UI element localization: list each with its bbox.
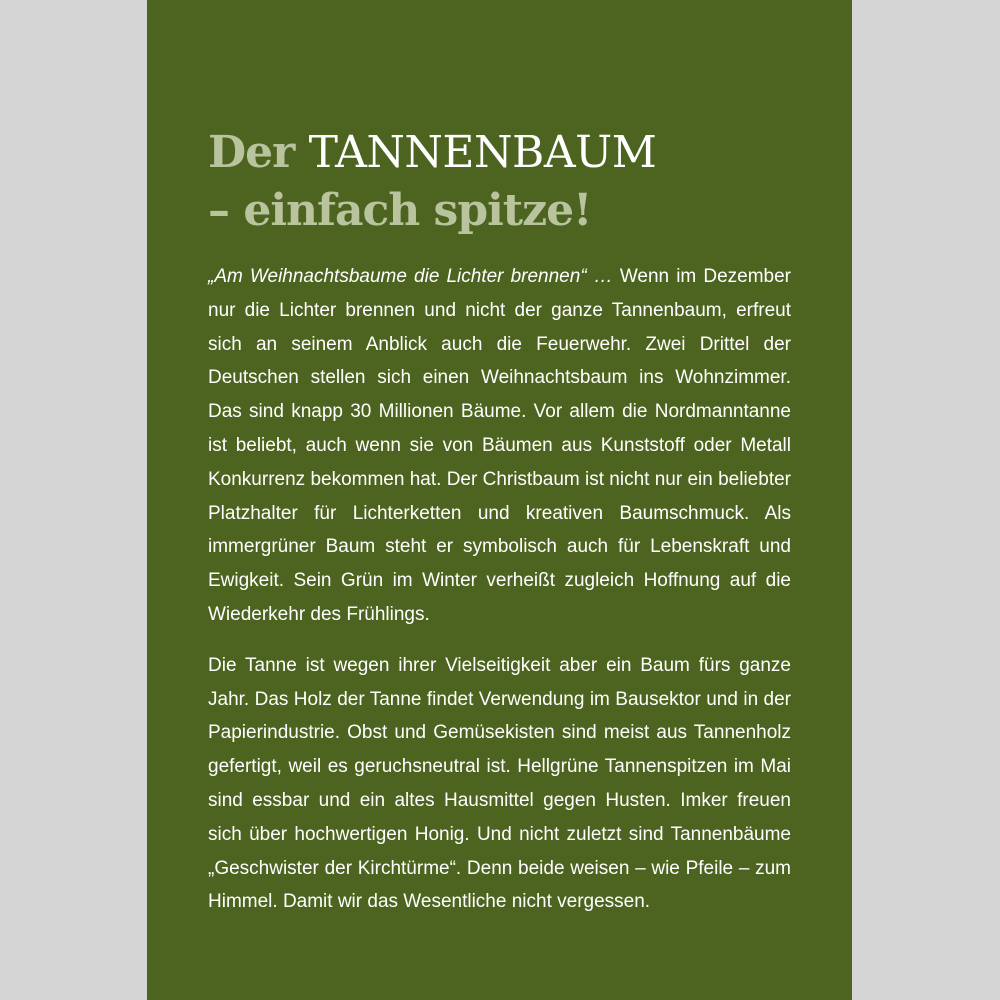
paragraph-2 bbox=[208, 649, 791, 919]
title-emphasis: TANNENBAUM bbox=[308, 127, 657, 178]
page-title bbox=[208, 124, 808, 240]
paragraph-1 bbox=[208, 260, 791, 632]
title-subline: – einfach spitze! bbox=[208, 185, 592, 236]
document-page bbox=[147, 0, 852, 1000]
article-body bbox=[208, 260, 791, 919]
title-prefix: Der bbox=[208, 127, 295, 178]
paragraph-2-text: Die Tanne ist wegen ihrer Vielseitigkeit aber ein Baum fürs ganze Jahr. Das Holz der Tanne findet Verwendung im Bausektor und in der Papierindustrie. Obst und Gemüsekisten sind meist aus Tannenholz gefertigt, weil es geruchsneutral ist. Hellgrüne Tannenspitzen im Mai sind essbar und ein altes Hausmittel gegen Husten. Imker freuen sich über hochwertigen Honig. Und nicht zuletzt sind Tannenbäume „Geschwister der Kirchtürme“. Denn beide weisen – wie Pfeile – zum Himmel. Damit wir das Wesentliche nicht vergessen. bbox=[208, 654, 791, 913]
opening-quote: „Am Weihnachtsbaume die Lichter brennen“ … bbox=[208, 266, 613, 287]
paragraph-1-text: Wenn im Dezember nur die Lichter brennen und nicht der ganze Tannenbaum, erfreut sich an seinem Anblick auch die Feuerwehr. Zwei Drittel der Deutschen stellen sich einen Weihnachtsbaum ins Wohnzimmer. Das sind knapp 30 Millionen Bäume. Vor allem die Nordmanntanne ist beliebt, auch wenn sie von Bäumen aus Kunststoff oder Metall Konkurrenz bekommen hat. Der Christbaum ist nicht nur ein beliebter Platzhalter für Lichterketten und kreativen Baumschmuck. Als immergrüner Baum steht er symbolisch auch für Lebenskraft und Ewigkeit. Sein Grün im Winter verheißt zugleich Hoffnung auf die Wiederkehr des Frühlings. bbox=[208, 266, 791, 625]
